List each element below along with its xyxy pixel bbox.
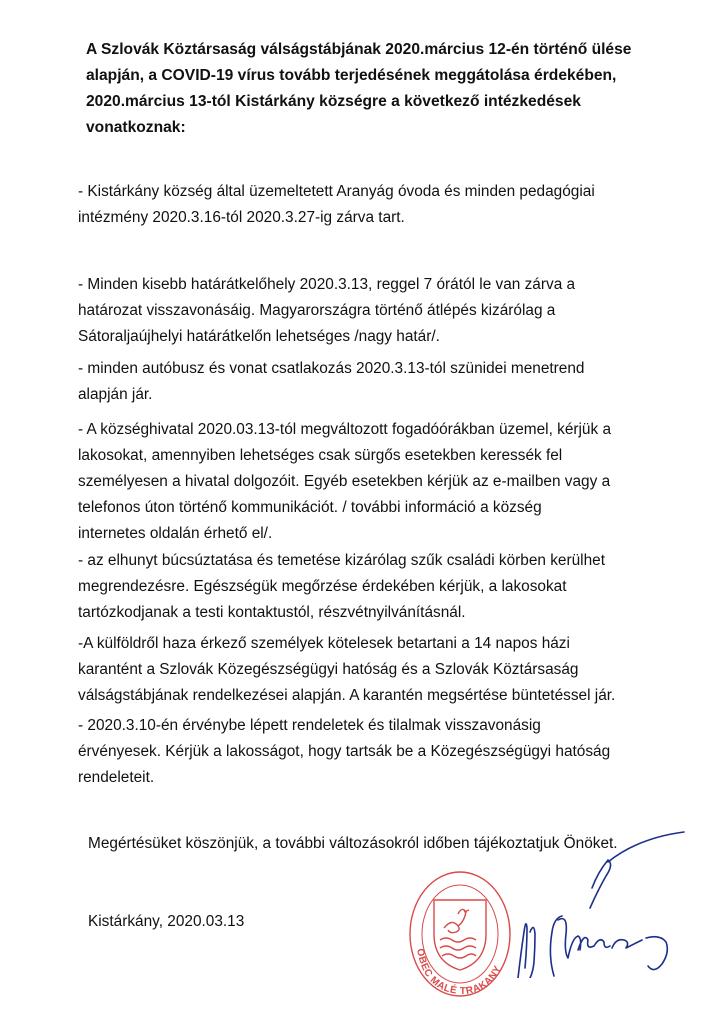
place-and-date: Kistárkány, 2020.03.13 bbox=[88, 913, 245, 930]
paragraph-line: megrendezésre. Egészségük megőrzése érdekében kérjük, a lakosokat bbox=[78, 578, 567, 595]
paragraph-line: személyesen a hivatal dolgozóit. Egyéb esetekben kérjük az e-mailben vagy a bbox=[78, 473, 611, 490]
closing-sentence: Megértésüket köszönjük, a további változásokról időben tájékoztatjuk Önöket. bbox=[88, 835, 618, 852]
heading-line: vonatkoznak: bbox=[86, 119, 186, 136]
paragraph-line: - az elhunyt búcsúztatása és temetése kizárólag szűk családi körben kerülhet bbox=[78, 552, 605, 569]
paragraph-line: válságstábjának rendelkezései alapján. A karantén megsértése büntetéssel jár. bbox=[78, 687, 616, 704]
paragraph-quarantine bbox=[78, 631, 678, 709]
paragraph-line: - A községhivatal 2020.03.13-tól megváltozott fogadóórákban üzemel, kérjük a bbox=[78, 421, 612, 438]
paragraph-line: alapján jár. bbox=[78, 386, 153, 403]
heading-line: A Szlovák Köztársaság válságstábjának 2020.március 12-én történő ülése bbox=[86, 41, 632, 58]
stamp-text: OBEC MALÉ TRAKANY bbox=[414, 947, 504, 998]
paragraph-kindergarten-closure bbox=[78, 179, 678, 231]
paragraph-regulations bbox=[78, 713, 678, 791]
document-heading bbox=[86, 37, 646, 141]
paragraph-line: -A külföldről haza érkező személyek kötelesek betartani a 14 napos házi bbox=[78, 635, 570, 652]
paragraph-line: - Minden kisebb határátkelőhely 2020.3.13, reggel 7 órától le van zárva a bbox=[78, 276, 576, 293]
paragraph-border-crossings bbox=[78, 272, 678, 350]
paragraph-line: karantént a Szlovák Közegészségügyi hatóság és a Szlovák Köztársaság bbox=[78, 661, 579, 678]
paragraph-line: lakosokat, amennyiben lehetséges csak sürgős esetekben keressék fel bbox=[78, 447, 563, 464]
paragraph-line: - 2020.3.10-én érvénybe lépett rendeletek és tilalmak visszavonásig bbox=[78, 717, 541, 734]
paragraph-line: tartózkodjanak a testi kontaktustól, részvétnyilvánításnál. bbox=[78, 604, 466, 621]
paragraph-municipal-office bbox=[78, 417, 678, 547]
paragraph-line: internetes oldalán érhető el/. bbox=[78, 525, 273, 542]
paragraph-line: érvényesek. Kérjük a lakosságot, hogy tartsák be a Közegészségügyi hatóság bbox=[78, 743, 611, 760]
paragraph-transport bbox=[78, 356, 678, 408]
paragraph-line: rendeleteit. bbox=[78, 769, 155, 786]
paragraph-line: - minden autóbusz és vonat csatlakozás 2020.3.13-tól szünidei menetrend bbox=[78, 360, 585, 377]
heading-line: 2020.március 13-tól Kistárkány községre a következő intézkedések bbox=[86, 93, 581, 110]
signature-icon bbox=[490, 828, 690, 978]
paragraph-line: - Kistárkány község által üzemeltetett Aranyág óvoda és minden pedagógiai bbox=[78, 183, 595, 200]
heading-line: alapján, a COVID-19 vírus tovább terjedésének meggátolása érdekében, bbox=[86, 67, 617, 84]
paragraph-line: Sátoraljaújhelyi határátkelőn lehetséges /nagy határ/. bbox=[78, 328, 440, 345]
paragraph-funerals bbox=[78, 548, 678, 626]
paragraph-line: telefonos úton történő kommunikációt. / további információ a község bbox=[78, 499, 542, 516]
paragraph-line: határozat visszavonásáig. Magyarországra történő átlépés kizárólag a bbox=[78, 302, 556, 319]
paragraph-line: intézmény 2020.3.16-tól 2020.3.27-ig zárva tart. bbox=[78, 209, 405, 226]
